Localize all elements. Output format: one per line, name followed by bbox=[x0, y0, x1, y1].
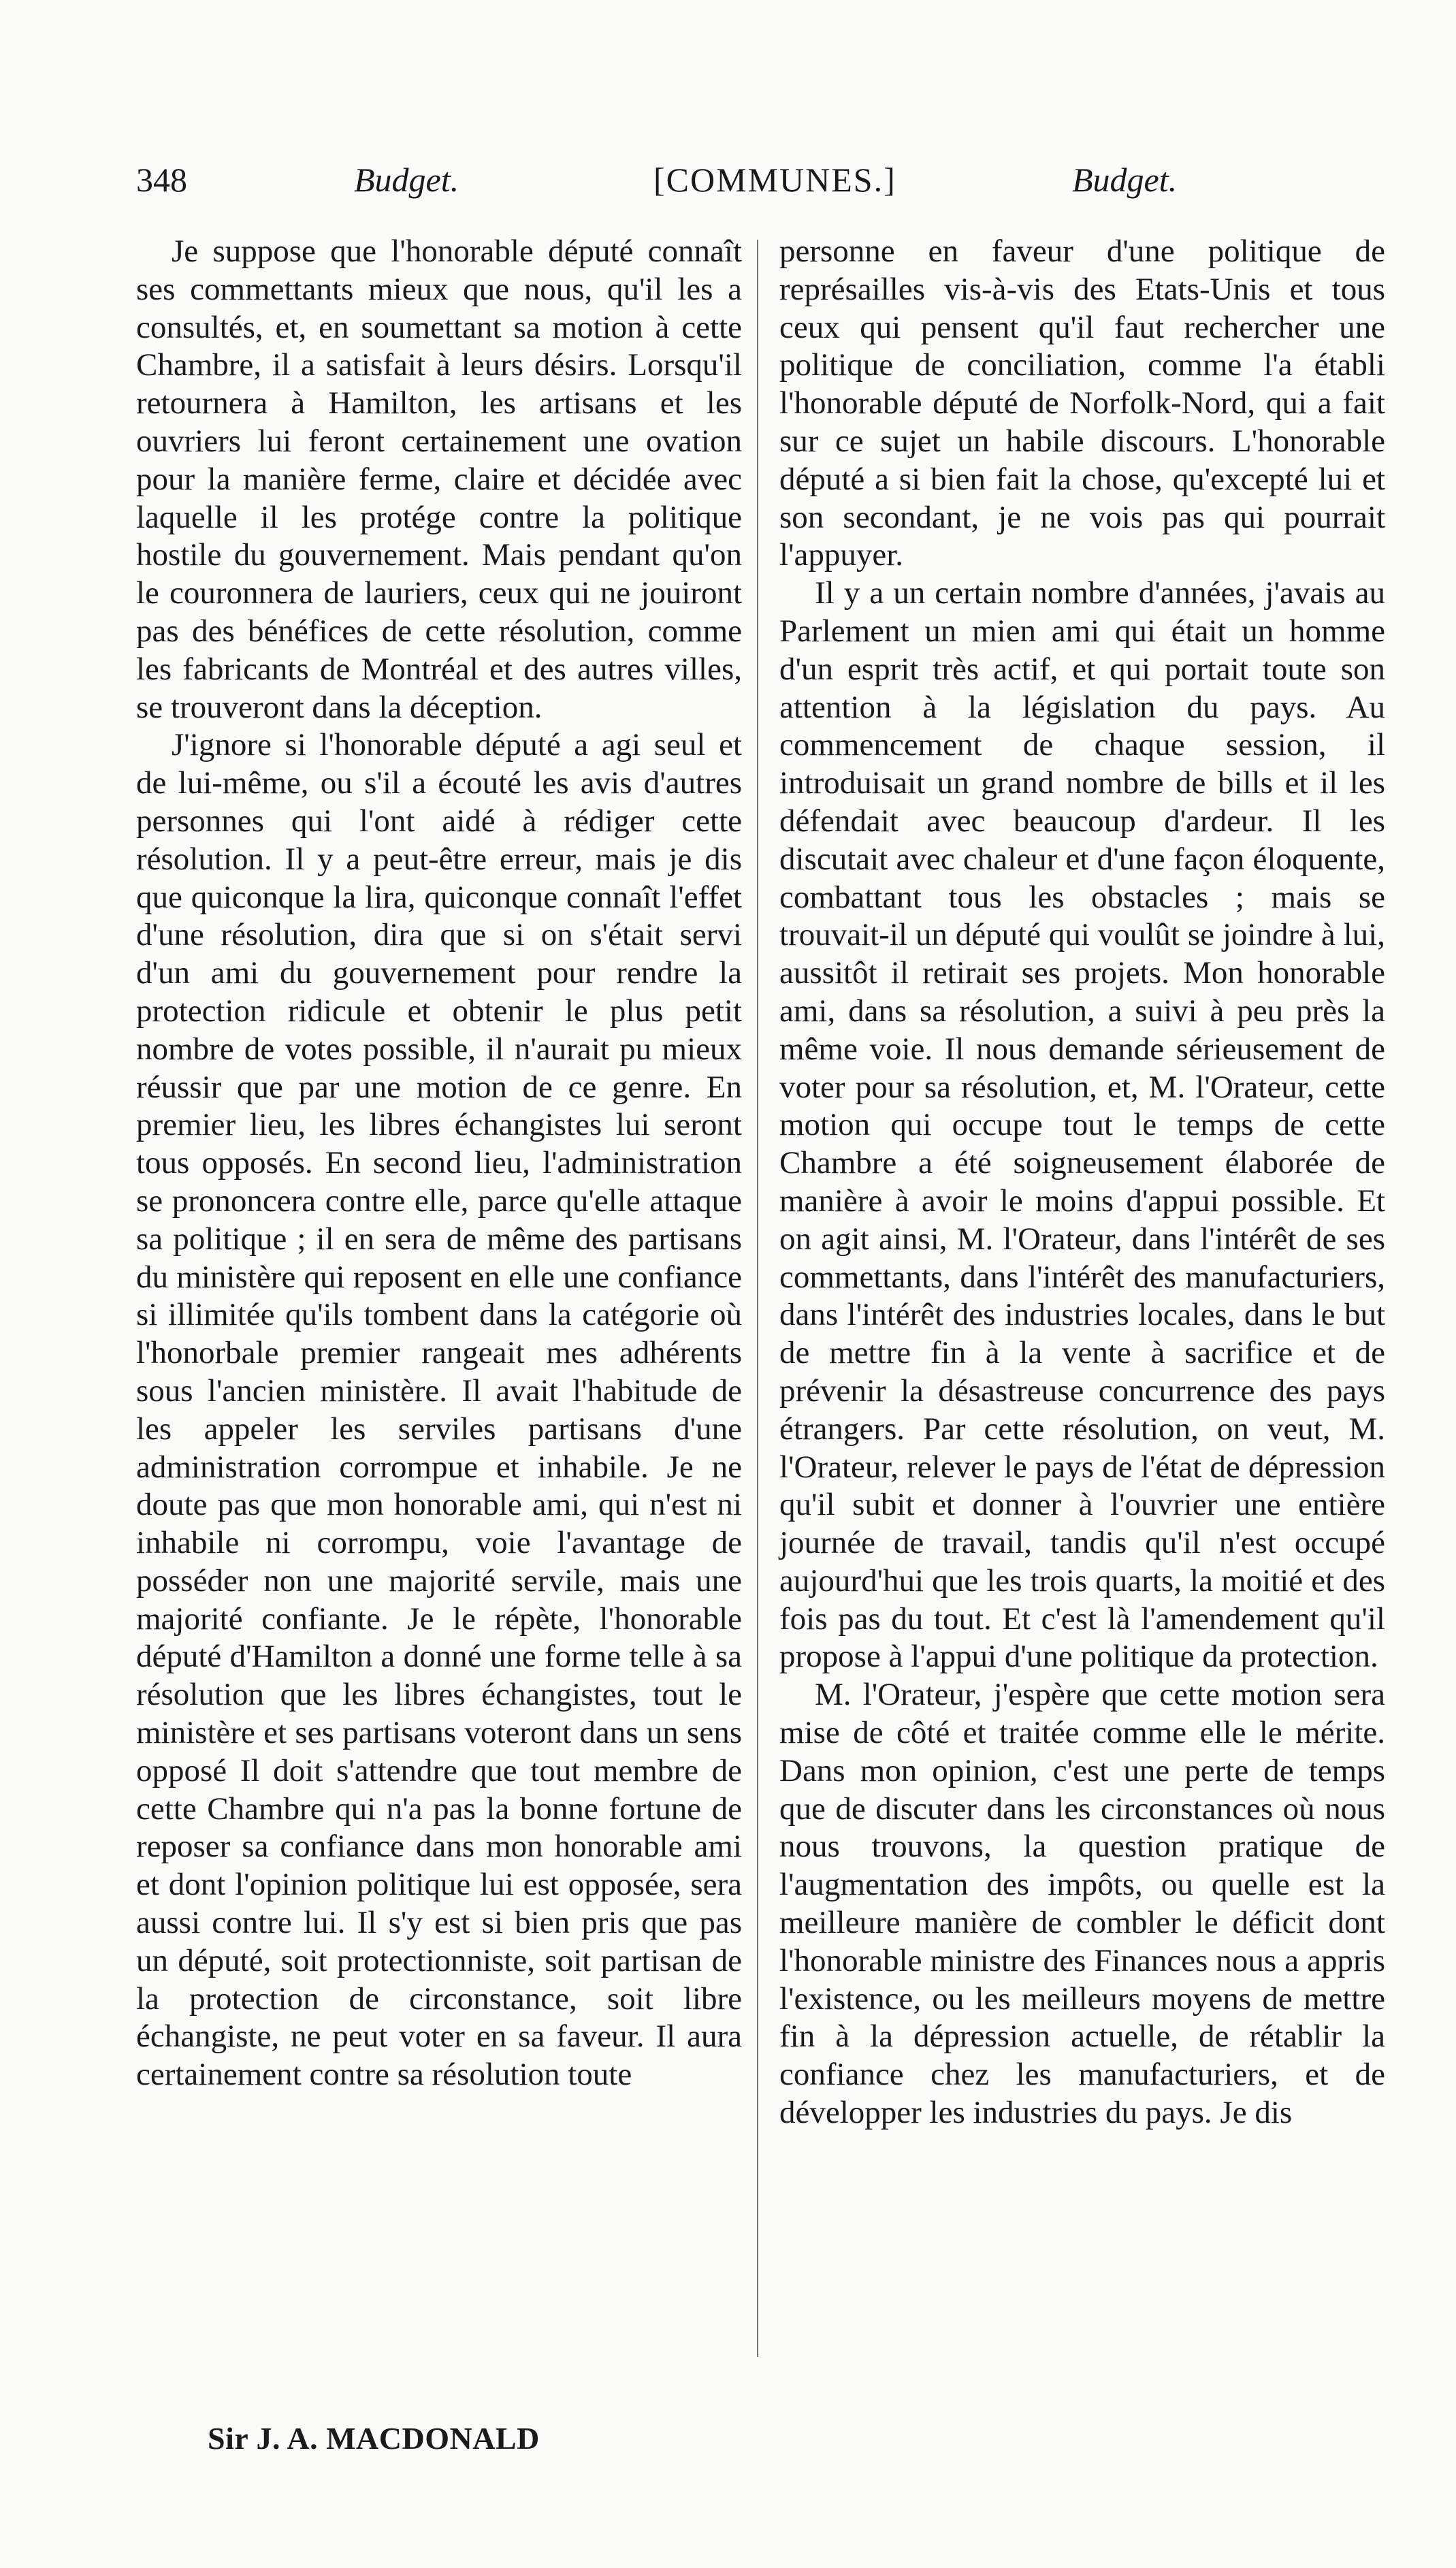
running-title-left: Budget. bbox=[354, 161, 459, 199]
column-divider bbox=[757, 240, 758, 2357]
page-header bbox=[136, 158, 1375, 212]
speaker-signature: Sir J. A. MACDONALD bbox=[208, 2421, 540, 2456]
running-title-right: Budget. bbox=[1072, 161, 1178, 199]
page-number: 348 bbox=[136, 161, 187, 199]
paragraph: Il y a un certain nombre d'années, j'avais au Parlement un mien ami qui était un homme d'un esprit très actif, et qui portait toute son attention à la législation du pays. Au commencement de chaque session, il introduisait un grand nombre de bills et il les défendait avec beaucoup d'ardeur. Il les discutait avec chaleur et d'une façon éloquente, combattant tous les obstacles ; mais se trouvait-il un député qui voulût se joindre à lui, aussitôt il retirait ses projets. Mon honorable ami, dans sa résolution, a suivi à peu près la même voie. Il nous demande sérieusement de voter pour sa résolution, et, M. l'Orateur, cette motion qui occupe tout le temps de cette Chambre a été soigneusement élaborée de manière à avoir le moins d'appui possible. Et on agit ainsi, M. l'Orateur, dans l'intérêt de ses commettants, dans l'intérêt des manufacturiers, dans l'intérêt des industries locales, dans le but de mettre fin à la vente à sacrifice et de prévenir la désastreuse concurrence des pays étrangers. Par cette résolution, on veut, M. l'Orateur, relever le pays de l'état de dépression qu'il subit et donner à l'ouvrier une entière journée de travail, tandis qu'il n'est occupé aujourd'hui que les trois quarts, la moitié et des fois pas du tout. Et c'est là l'amendement qu'il propose à l'appui d'une politique da protection. bbox=[779, 575, 1385, 1675]
paragraph: personne en faveur d'une politique de représailles vis-à-vis des Etats-Unis et tous ceux qui pensent qu'il faut rechercher une politique de conciliation, comme l'a établi l'honorable député de Norfolk-Nord, qui a fait sur ce sujet un habile discours. L'honorable député a si bien fait la chose, qu'excepté lui et son secondant, je ne vois pas qui pourrait l'appuyer. bbox=[779, 234, 1385, 573]
right-column bbox=[779, 233, 1385, 2132]
paragraph: Je suppose que l'honorable député connaît ses commettants mieux que nous, qu'il les a consultés, et, en soumettant sa motion à cette Chambre, il a satisfait à leurs désirs. Lorsqu'il retournera à Hamilton, les artisans et les ouvriers lui feront certainement une ovation pour la manière ferme, claire et décidée avec laquelle il les protége contre la politique hostile du gouvernement. Mais pendant qu'on le couronnera de lauriers, ceux qui ne jouiront pas des bénéfices de cette résolution, comme les fabricants de Montréal et des autres villes, se trouveront dans la déception. bbox=[136, 234, 742, 725]
paragraph: M. l'Orateur, j'espère que cette motion sera mise de côté et traitée comme elle le mérite. Dans mon opinion, c'est une perte de temps que de discuter dans les circonstances où nous nous trouvons, la question pratique de l'augmentation des impôts, ou quelle est la meilleure manière de combler le déficit dont l'honorable ministre des Finances nous a appris l'existence, ou les meilleurs moyens de mettre fin à la dépression actuelle, de rétablir la confiance chez les manufacturiers, et de développer les industries du pays. Je dis bbox=[779, 1677, 1385, 2131]
paragraph: J'ignore si l'honorable député a agi seul et de lui-même, ou s'il a écouté les avis d'autres personnes qui l'ont aidé à rédiger cette résolution. Il y a peut-être erreur, mais je dis que quiconque la lira, quiconque connaît l'effet d'une résolution, dira que si on s'était servi d'un ami du gouvernement pour rendre la protection ridicule et obtenir le plus petit nombre de votes possible, il n'aurait pu mieux réussir que par une motion de ce genre. En premier lieu, les libres échangistes lui seront tous opposés. En second lieu, l'administration se prononcera contre elle, parce qu'elle attaque sa politique ; il en sera de même des partisans du ministère qui reposent en elle une confiance si illimitée qu'ils tombent dans la catégorie où l'honorbale premier rangeait mes adhérents sous l'ancien ministère. Il avait l'habitude de les appeler les serviles partisans d'une administration corrompue et inhabile. Je ne doute pas que mon honorable ami, qui n'est ni inhabile ni corrompu, voie l'avantage de posséder non une majorité servile, mais une majorité confiante. Je le répète, l'honorable député d'Hamilton a donné une forme telle à sa résolution que les libres échangistes, tout le ministère et ses partisans voteront dans un sens opposé Il doit s'attendre que tout membre de cette Chambre qui n'a pas la bonne fortune de reposer sa confiance dans mon honorable ami et dont l'opinion politique lui est opposée, sera aussi contre lui. Il s'y est si bien pris que pas un député, soit protectionniste, soit partisan de la protection de circonstance, soit libre échangiste, ne peut voter en sa faveur. Il aura certainement contre sa résolution toute bbox=[136, 727, 742, 2093]
left-column bbox=[136, 233, 742, 2094]
section-title: [COMMUNES.] bbox=[653, 161, 896, 199]
